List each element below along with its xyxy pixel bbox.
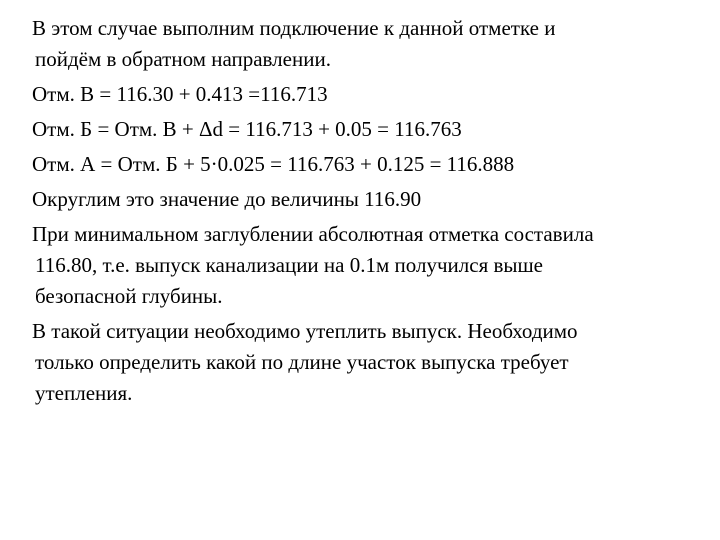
slide-text-body <box>32 13 692 413</box>
text-line: пойдём в обратном направлении. <box>35 47 331 71</box>
equation-line: Отм. А = Отм. Б + 5·0.025 = 116.763 + 0.125 = 116.888 <box>32 152 515 176</box>
text-line: В этом случае выполним подключение к данной отметке и <box>32 16 556 40</box>
paragraph-min-depth <box>32 219 692 312</box>
text-line: В такой ситуации необходимо утеплить выпуск. Необходимо <box>32 319 578 343</box>
text-line: Округлим это значение до величины 116.90 <box>32 187 422 211</box>
equation-line: Отм. Б = Отм. В + Δd = 116.713 + 0.05 = 116.763 <box>32 117 462 141</box>
paragraph-rounding <box>32 184 692 215</box>
equation-line: Отм. В = 116.30 + 0.413 =116.713 <box>32 82 328 106</box>
text-line: При минимальном заглублении абсолютная отметка составила <box>32 222 594 246</box>
paragraph-mark-v <box>32 79 692 110</box>
paragraph-mark-a <box>32 149 692 180</box>
text-line: 116.80, т.е. выпуск канализации на 0.1м получился выше <box>35 253 543 277</box>
text-line: только определить какой по длине участок выпуска требует <box>35 350 569 374</box>
text-line: утепления. <box>35 381 133 405</box>
paragraph-insulation <box>32 316 692 409</box>
text-line: безопасной глубины. <box>35 284 223 308</box>
paragraph-intro <box>32 13 692 75</box>
paragraph-mark-b <box>32 114 692 145</box>
